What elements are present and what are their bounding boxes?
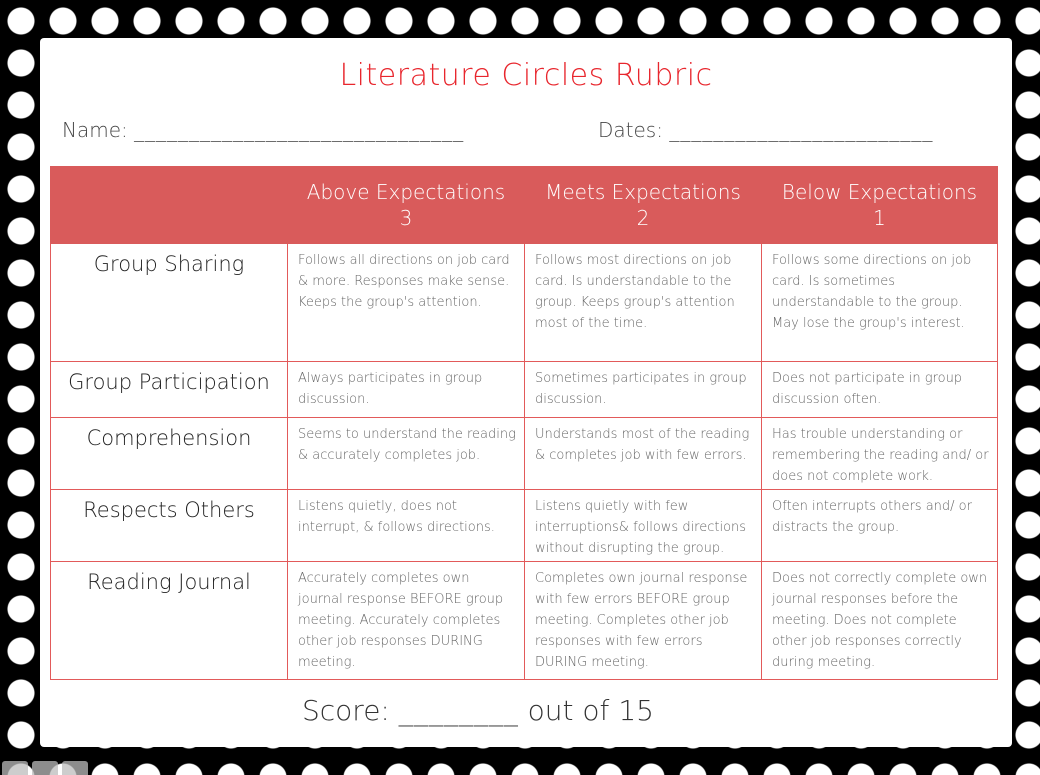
score-line	[302, 694, 654, 727]
header-row	[51, 167, 998, 244]
header-meets-points: 2	[636, 206, 650, 230]
score-suffix: out of 15	[527, 694, 654, 727]
header-below-label: Below Expectations	[781, 180, 978, 204]
table-row	[51, 490, 998, 562]
cell-below: Does not participate in group discussion often.	[762, 362, 998, 418]
pencil-icon[interactable]	[2, 761, 28, 775]
header-above	[288, 167, 525, 244]
table-row	[51, 562, 998, 680]
header-empty	[51, 167, 288, 244]
cell-above: Seems to understand the reading & accurately completes job.	[288, 418, 525, 490]
row-label: Reading Journal	[51, 562, 288, 680]
name-blank: ______________________________	[134, 118, 465, 142]
cell-below: Often interrupts others and/ or distracts the group.	[762, 490, 998, 562]
dates-label: Dates:	[598, 118, 663, 142]
table-row	[51, 244, 998, 362]
row-label: Respects Others	[51, 490, 288, 562]
document-icon[interactable]	[32, 761, 58, 775]
cell-meets: Listens quietly with few interruptions& follows directions without disrupting the group.	[525, 490, 762, 562]
dates-field	[598, 118, 933, 142]
header-below-points: 1	[873, 206, 886, 230]
cell-above: Follows all directions on job card & more. Responses make sense. Keeps the group's attention.	[288, 244, 525, 362]
cell-meets: Follows most directions on job card. Is understandable to the group. Keeps group's attention most of the time.	[525, 244, 762, 362]
cell-above: Always participates in group discussion.	[288, 362, 525, 418]
row-label: Comprehension	[51, 418, 288, 490]
dates-blank: ________________________	[669, 118, 934, 142]
cell-meets: Sometimes participates in group discussion.	[525, 362, 762, 418]
header-meets	[525, 167, 762, 244]
cell-below: Follows some directions on job card. Is sometimes understandable to the group. May lose the group's interest.	[762, 244, 998, 362]
header-above-label: Above Expectations	[306, 180, 506, 204]
rubric-table	[50, 166, 998, 680]
cell-below: Does not correctly complete own journal responses before the meeting. Does not complete other job responses correctly during meeting.	[762, 562, 998, 680]
cell-above: Listens quietly, does not interrupt, & follows directions.	[288, 490, 525, 562]
header-below	[762, 167, 998, 244]
cell-above: Accurately completes own journal response BEFORE group meeting. Accurately completes other job responses DURING meeting.	[288, 562, 525, 680]
header-meets-label: Meets Expectations	[545, 180, 741, 204]
rubric-page	[42, 40, 1010, 745]
arrow-icon[interactable]	[62, 761, 88, 775]
name-label: Name:	[62, 118, 128, 142]
bottom-toolbar	[0, 755, 122, 775]
score-label: Score:	[302, 694, 390, 727]
row-label: Group Participation	[51, 362, 288, 418]
table-row	[51, 418, 998, 490]
score-blank: ________	[398, 694, 519, 727]
name-field	[62, 118, 464, 142]
row-label: Group Sharing	[51, 244, 288, 362]
cell-meets: Completes own journal response with few errors BEFORE group meeting. Completes other job responses with few errors DURING meeting.	[525, 562, 762, 680]
cell-meets: Understands most of the reading & completes job with few errors.	[525, 418, 762, 490]
page-title: Literature Circles Rubric	[339, 58, 713, 93]
header-above-points: 3	[399, 206, 413, 230]
cell-below: Has trouble understanding or remembering the reading and/ or does not complete work.	[762, 418, 998, 490]
table-row	[51, 362, 998, 418]
